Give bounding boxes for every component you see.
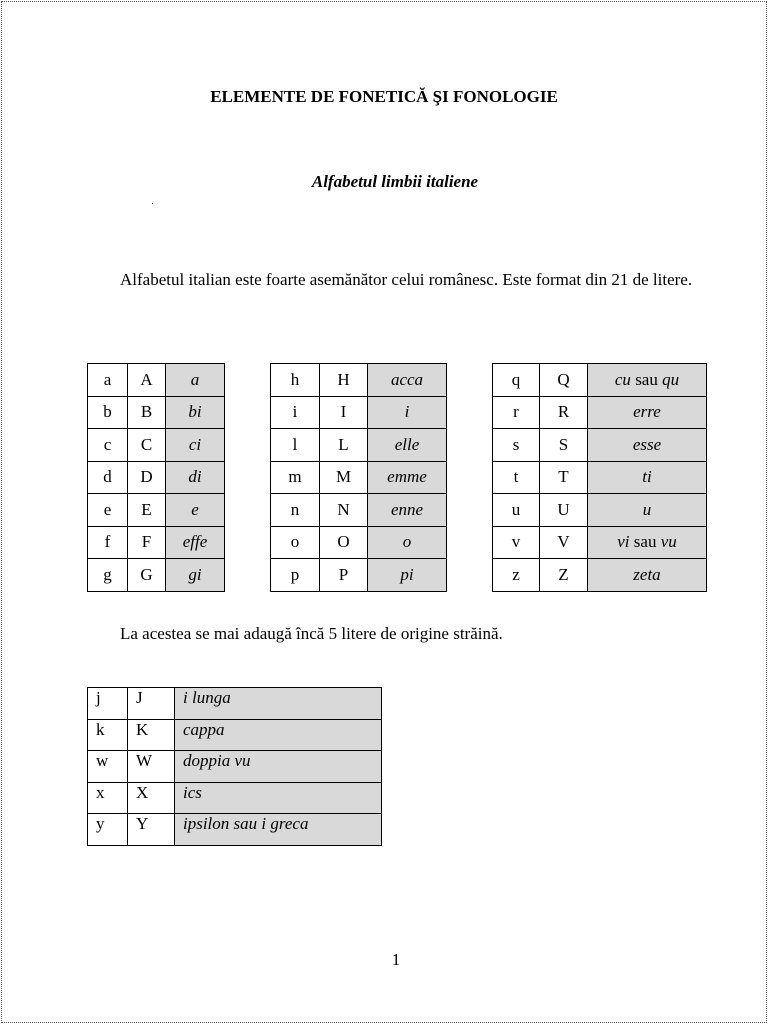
uppercase-letter: P [320, 559, 368, 592]
lowercase-letter: w [88, 751, 128, 783]
table-row [88, 364, 225, 397]
table-row [271, 461, 447, 494]
uppercase-letter: A [128, 364, 166, 397]
lowercase-letter: c [88, 429, 128, 462]
uppercase-letter: T [540, 461, 588, 494]
uppercase-letter: E [128, 494, 166, 527]
page-title: ELEMENTE DE FONETICĂ ŞI FONOLOGIE [210, 87, 558, 106]
lowercase-letter: b [88, 396, 128, 429]
letter-name-variant: cu [614, 369, 631, 389]
uppercase-letter: Q [540, 364, 588, 397]
letter-name: esse [588, 429, 707, 462]
letter-name: doppia vu [175, 751, 382, 783]
uppercase-letter: Z [540, 559, 588, 592]
letter-name: bi [166, 396, 225, 429]
table-row [271, 494, 447, 527]
uppercase-letter: I [320, 396, 368, 429]
table-row [88, 814, 382, 846]
letter-name: i lunga [175, 688, 382, 720]
table-row [88, 559, 225, 592]
lowercase-letter: u [493, 494, 540, 527]
letter-name: e [166, 494, 225, 527]
table-row [271, 429, 447, 462]
letter-name: ci [166, 429, 225, 462]
letter-name: o [368, 526, 447, 559]
letter-name [588, 364, 707, 397]
lowercase-letter: k [88, 719, 128, 751]
lowercase-letter: o [271, 526, 320, 559]
uppercase-letter: F [128, 526, 166, 559]
lowercase-letter: x [88, 782, 128, 814]
table-row [493, 429, 707, 462]
lowercase-letter: i [271, 396, 320, 429]
letter-name: enne [368, 494, 447, 527]
conjunction: sau [629, 532, 661, 552]
uppercase-letter: C [128, 429, 166, 462]
table-row [271, 396, 447, 429]
uppercase-letter: K [128, 719, 175, 751]
lowercase-letter: f [88, 526, 128, 559]
lowercase-letter: e [88, 494, 128, 527]
letter-name: di [166, 461, 225, 494]
letter-name: i [368, 396, 447, 429]
lowercase-letter: d [88, 461, 128, 494]
letter-name: ti [588, 461, 707, 494]
lowercase-letter: j [88, 688, 128, 720]
lowercase-letter: p [271, 559, 320, 592]
lowercase-letter: q [493, 364, 540, 397]
foreign-letters-table [87, 687, 382, 846]
table-row [493, 364, 707, 397]
table-row [88, 526, 225, 559]
uppercase-letter: L [320, 429, 368, 462]
table-row [493, 526, 707, 559]
table-row [271, 364, 447, 397]
table-row [88, 782, 382, 814]
uppercase-letter: R [540, 396, 588, 429]
lowercase-letter: a [88, 364, 128, 397]
letter-name: ics [175, 782, 382, 814]
table-row [271, 559, 447, 592]
section-subtitle: Alfabetul limbii italiene [311, 172, 479, 191]
table-row [88, 461, 225, 494]
uppercase-letter: Y [128, 814, 175, 846]
letter-name: effe [166, 526, 225, 559]
letter-name-variant: vu [660, 532, 677, 552]
uppercase-letter: H [320, 364, 368, 397]
letter-name: cappa [175, 719, 382, 751]
lowercase-letter: g [88, 559, 128, 592]
uppercase-letter: S [540, 429, 588, 462]
page-number: 1 [391, 950, 401, 969]
lowercase-letter: h [271, 364, 320, 397]
letter-name: a [166, 364, 225, 397]
uppercase-letter: G [128, 559, 166, 592]
foreign-letters-paragraph: La acestea se mai adaugă încă 5 litere de origine străină. [120, 624, 503, 643]
table-row [88, 751, 382, 783]
uppercase-letter: W [128, 751, 175, 783]
uppercase-letter: U [540, 494, 588, 527]
uppercase-letter: X [128, 782, 175, 814]
letter-name: elle [368, 429, 447, 462]
uppercase-letter: V [540, 526, 588, 559]
lowercase-letter: s [493, 429, 540, 462]
table-row [88, 688, 382, 720]
letter-name: ipsilon sau i greca [175, 814, 382, 846]
alphabet-table-1 [87, 363, 225, 592]
uppercase-letter: N [320, 494, 368, 527]
table-row [88, 494, 225, 527]
conjunction: sau [630, 369, 663, 389]
uppercase-letter: J [128, 688, 175, 720]
uppercase-letter: O [320, 526, 368, 559]
letter-name: pi [368, 559, 447, 592]
letter-name: erre [588, 396, 707, 429]
letter-name: emme [368, 461, 447, 494]
table-row [88, 429, 225, 462]
table-row [493, 461, 707, 494]
lowercase-letter: n [271, 494, 320, 527]
lowercase-letter: z [493, 559, 540, 592]
uppercase-letter: M [320, 461, 368, 494]
intro-paragraph: Alfabetul italian este foarte asemănător celui românesc. Este format din 21 de litere. [120, 270, 693, 289]
lowercase-letter: r [493, 396, 540, 429]
uppercase-letter: B [128, 396, 166, 429]
letter-name [588, 526, 707, 559]
lowercase-letter: m [271, 461, 320, 494]
table-row [88, 719, 382, 751]
letter-name: zeta [588, 559, 707, 592]
table-row [493, 494, 707, 527]
table-row [493, 559, 707, 592]
lowercase-letter: t [493, 461, 540, 494]
lowercase-letter: v [493, 526, 540, 559]
letter-name: acca [368, 364, 447, 397]
table-row [88, 396, 225, 429]
letter-name: u [588, 494, 707, 527]
letter-name: gi [166, 559, 225, 592]
table-row [493, 396, 707, 429]
alphabet-table-2 [270, 363, 447, 592]
alphabet-table-3 [492, 363, 707, 592]
table-row [271, 526, 447, 559]
letter-name-variant: qu [662, 369, 680, 389]
lowercase-letter: y [88, 814, 128, 846]
lowercase-letter: l [271, 429, 320, 462]
uppercase-letter: D [128, 461, 166, 494]
stray-dot [152, 203, 153, 204]
letter-name-variant: vi [617, 532, 630, 552]
